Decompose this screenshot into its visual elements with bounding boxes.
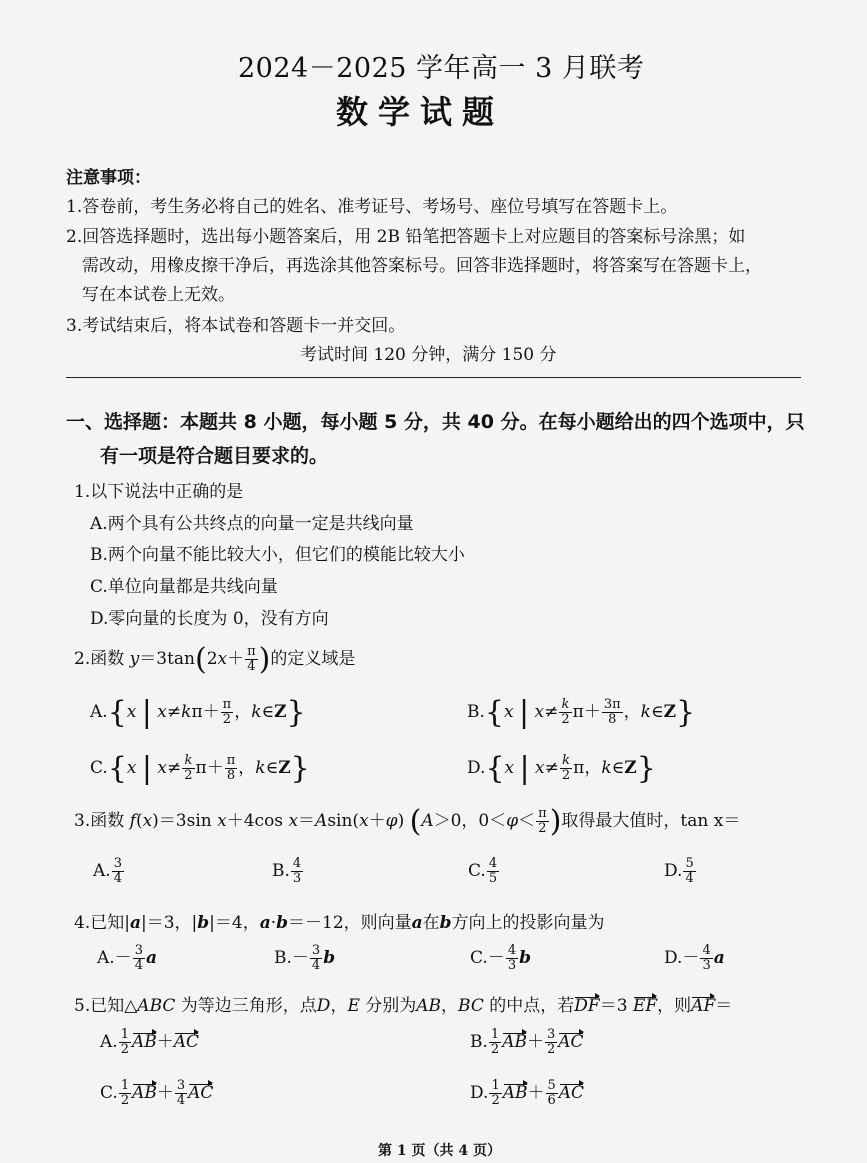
q2-suffix: 的定义域是 (270, 649, 356, 669)
q3-prefix: 3.函数 (74, 811, 125, 831)
q5-text2: 分别为 (365, 996, 417, 1016)
question-4-option-d: D.－ $\frac{4}{3}$ a (664, 943, 725, 973)
question-1-option-a: A.两个具有公共终点的向量一定是共线向量 (90, 514, 414, 534)
divider (66, 377, 801, 378)
q4-conditions: |a|＝3，|b|＝4，a·b＝－12， (124, 913, 361, 933)
notice-item-2: 2.回答选择题时，选出每小题答案后，用 2B 铅笔把答题卡上对应题目的答案标号涂黑；如 (66, 227, 746, 247)
question-1-stem: 1.以下说法中正确的是 (74, 482, 244, 502)
q4-middle2: 在 (422, 913, 440, 933)
question-5-option-a: A. $\frac{1}{2}$ AB＋AC (100, 1027, 200, 1057)
question-3-option-a: A. $\frac{3}{4}$ (93, 856, 122, 886)
q2-formula: y＝3tan(2x＋ $\frac{\pi}{4}$ ) (129, 642, 271, 677)
exam-title: 2024－2025 学年高一 3 月联考 (238, 53, 645, 84)
notice-heading: 注意事项： (66, 168, 151, 188)
question-2-option-b: B.{x | x≠ $\frac{k}{2}$ π＋ $\frac{3\pi}{8}$ ，k∈Z} (467, 695, 696, 730)
question-1-option-b: B.两个向量不能比较大小，但它们的模能比较大小 (90, 545, 465, 565)
question-2-option-a: A.{x | x≠kπ＋ $\frac{\pi}{2}$ ，k∈Z} (90, 695, 306, 730)
question-3-option-b: B. $\frac{4}{3}$ (272, 856, 302, 886)
question-3-stem (74, 804, 740, 839)
question-3-option-c: C. $\frac{4}{5}$ (468, 856, 498, 886)
q3-formula: f(x)＝3sin x＋4cos x＝Asin(x＋φ) (A＞0，0＜φ＜ $\frac{\pi}{2}$ ) (129, 804, 562, 839)
exam-info: 考试时间 120 分钟，满分 150 分 (300, 345, 557, 365)
q3-suffix: 取得最大值时，tan x＝ (561, 811, 741, 831)
notice-item-2-cont2: 写在本试卷上无效。 (82, 285, 235, 305)
section-heading: 一、选择题：本题共 8 小题，每小题 5 分，共 40 分。在每小题给出的四个选项中，只 (66, 411, 805, 433)
question-4-stem: 4.已知|a|＝3，|b|＝4，a·b＝－12，则向量a在b方向上的投影向量为 (74, 913, 605, 933)
q5-text1: 为等边三角形，点 (180, 996, 317, 1016)
q2-prefix: 2.函数 (74, 649, 125, 669)
question-5-option-b: B. $\frac{1}{2}$ AB＋ $\frac{3}{2}$ AC (470, 1027, 584, 1057)
notice-item-1: 1.答卷前，考生务必将自己的姓名、准考证号、考场号、座位号填写在答题卡上。 (66, 197, 678, 217)
question-3-option-d: D. $\frac{5}{4}$ (664, 856, 694, 886)
question-4-option-a: A.－ $\frac{3}{4}$ a (97, 943, 157, 973)
question-2-stem (74, 642, 355, 677)
question-4-option-c: C.－ $\frac{4}{3}$ b (470, 943, 531, 973)
notice-item-3: 3.考试结束后，将本试卷和答题卡一并交回。 (66, 316, 406, 336)
question-1-option-c: C.单位向量都是共线向量 (90, 577, 278, 597)
question-2-option-c: C.{x | x≠ $\frac{k}{2}$ π＋ $\frac{\pi}{8}$ ，k∈Z} (90, 751, 310, 786)
q5-text3: 的中点，若 (489, 996, 575, 1016)
question-4-option-b: B.－ $\frac{3}{4}$ b (274, 943, 336, 973)
question-2-option-d: D.{x | x≠ $\frac{k}{2}$ π，k∈Z} (467, 751, 656, 786)
q4-suffix: 方向上的投影向量为 (451, 913, 605, 933)
q5-text4: ，则 (657, 996, 692, 1016)
q4-prefix: 4.已知 (74, 913, 125, 933)
notice-item-2-cont: 需改动，用橡皮擦干净后，再选涂其他答案标号。回答非选择题时，将答案写在答题卡上， (82, 256, 762, 276)
q4-middle: 则向量 (360, 913, 412, 933)
question-5-stem: 5.已知△ABC 为等边三角形，点D，E 分别为AB，BC 的中点，若DF＝3 EF，则AF＝ (74, 996, 733, 1016)
question-5-option-c: C. $\frac{1}{2}$ AB＋ $\frac{3}{4}$ AC (100, 1078, 214, 1108)
question-1-option-d: D.零向量的长度为 0，没有方向 (90, 609, 329, 629)
section-heading-cont: 有一项是符合题目要求的。 (100, 445, 329, 467)
q5-prefix: 5.已知△ (74, 996, 138, 1016)
subject-title: 数学试题 (336, 93, 505, 131)
question-5-option-d: D. $\frac{1}{2}$ AB＋ $\frac{5}{6}$ AC (470, 1078, 585, 1108)
page-number: 第 1 页（共 4 页） (378, 1143, 501, 1159)
